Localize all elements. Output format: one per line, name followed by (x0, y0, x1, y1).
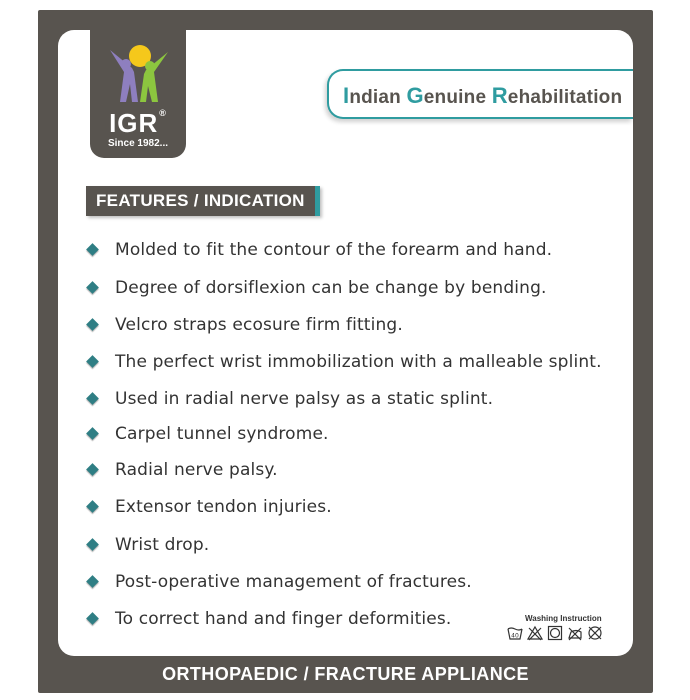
features-heading: FEATURES / INDICATION (86, 186, 320, 216)
washing-instruction-title: Washing Instruction (525, 614, 602, 623)
wash-40-icon (507, 625, 523, 641)
tumble-dry-icon (547, 625, 563, 641)
registered-mark: ® (159, 108, 167, 118)
logo-wordmark: IGR® (109, 108, 167, 138)
logo-tagline: Since 1982... (107, 138, 169, 149)
people-celebrating-logo-icon (104, 42, 172, 106)
no-bleach-icon (527, 625, 543, 641)
no-dry-clean-icon (587, 625, 603, 641)
svg-text:40: 40 (511, 632, 519, 640)
footer-caption: ORTHOPAEDIC / FRACTURE APPLIANCE (162, 664, 529, 684)
brand-banner (327, 69, 633, 119)
igr-logo (90, 30, 186, 158)
no-iron-icon (567, 625, 583, 641)
brand-name: Indian Genuine Rehabilitation (343, 83, 623, 108)
